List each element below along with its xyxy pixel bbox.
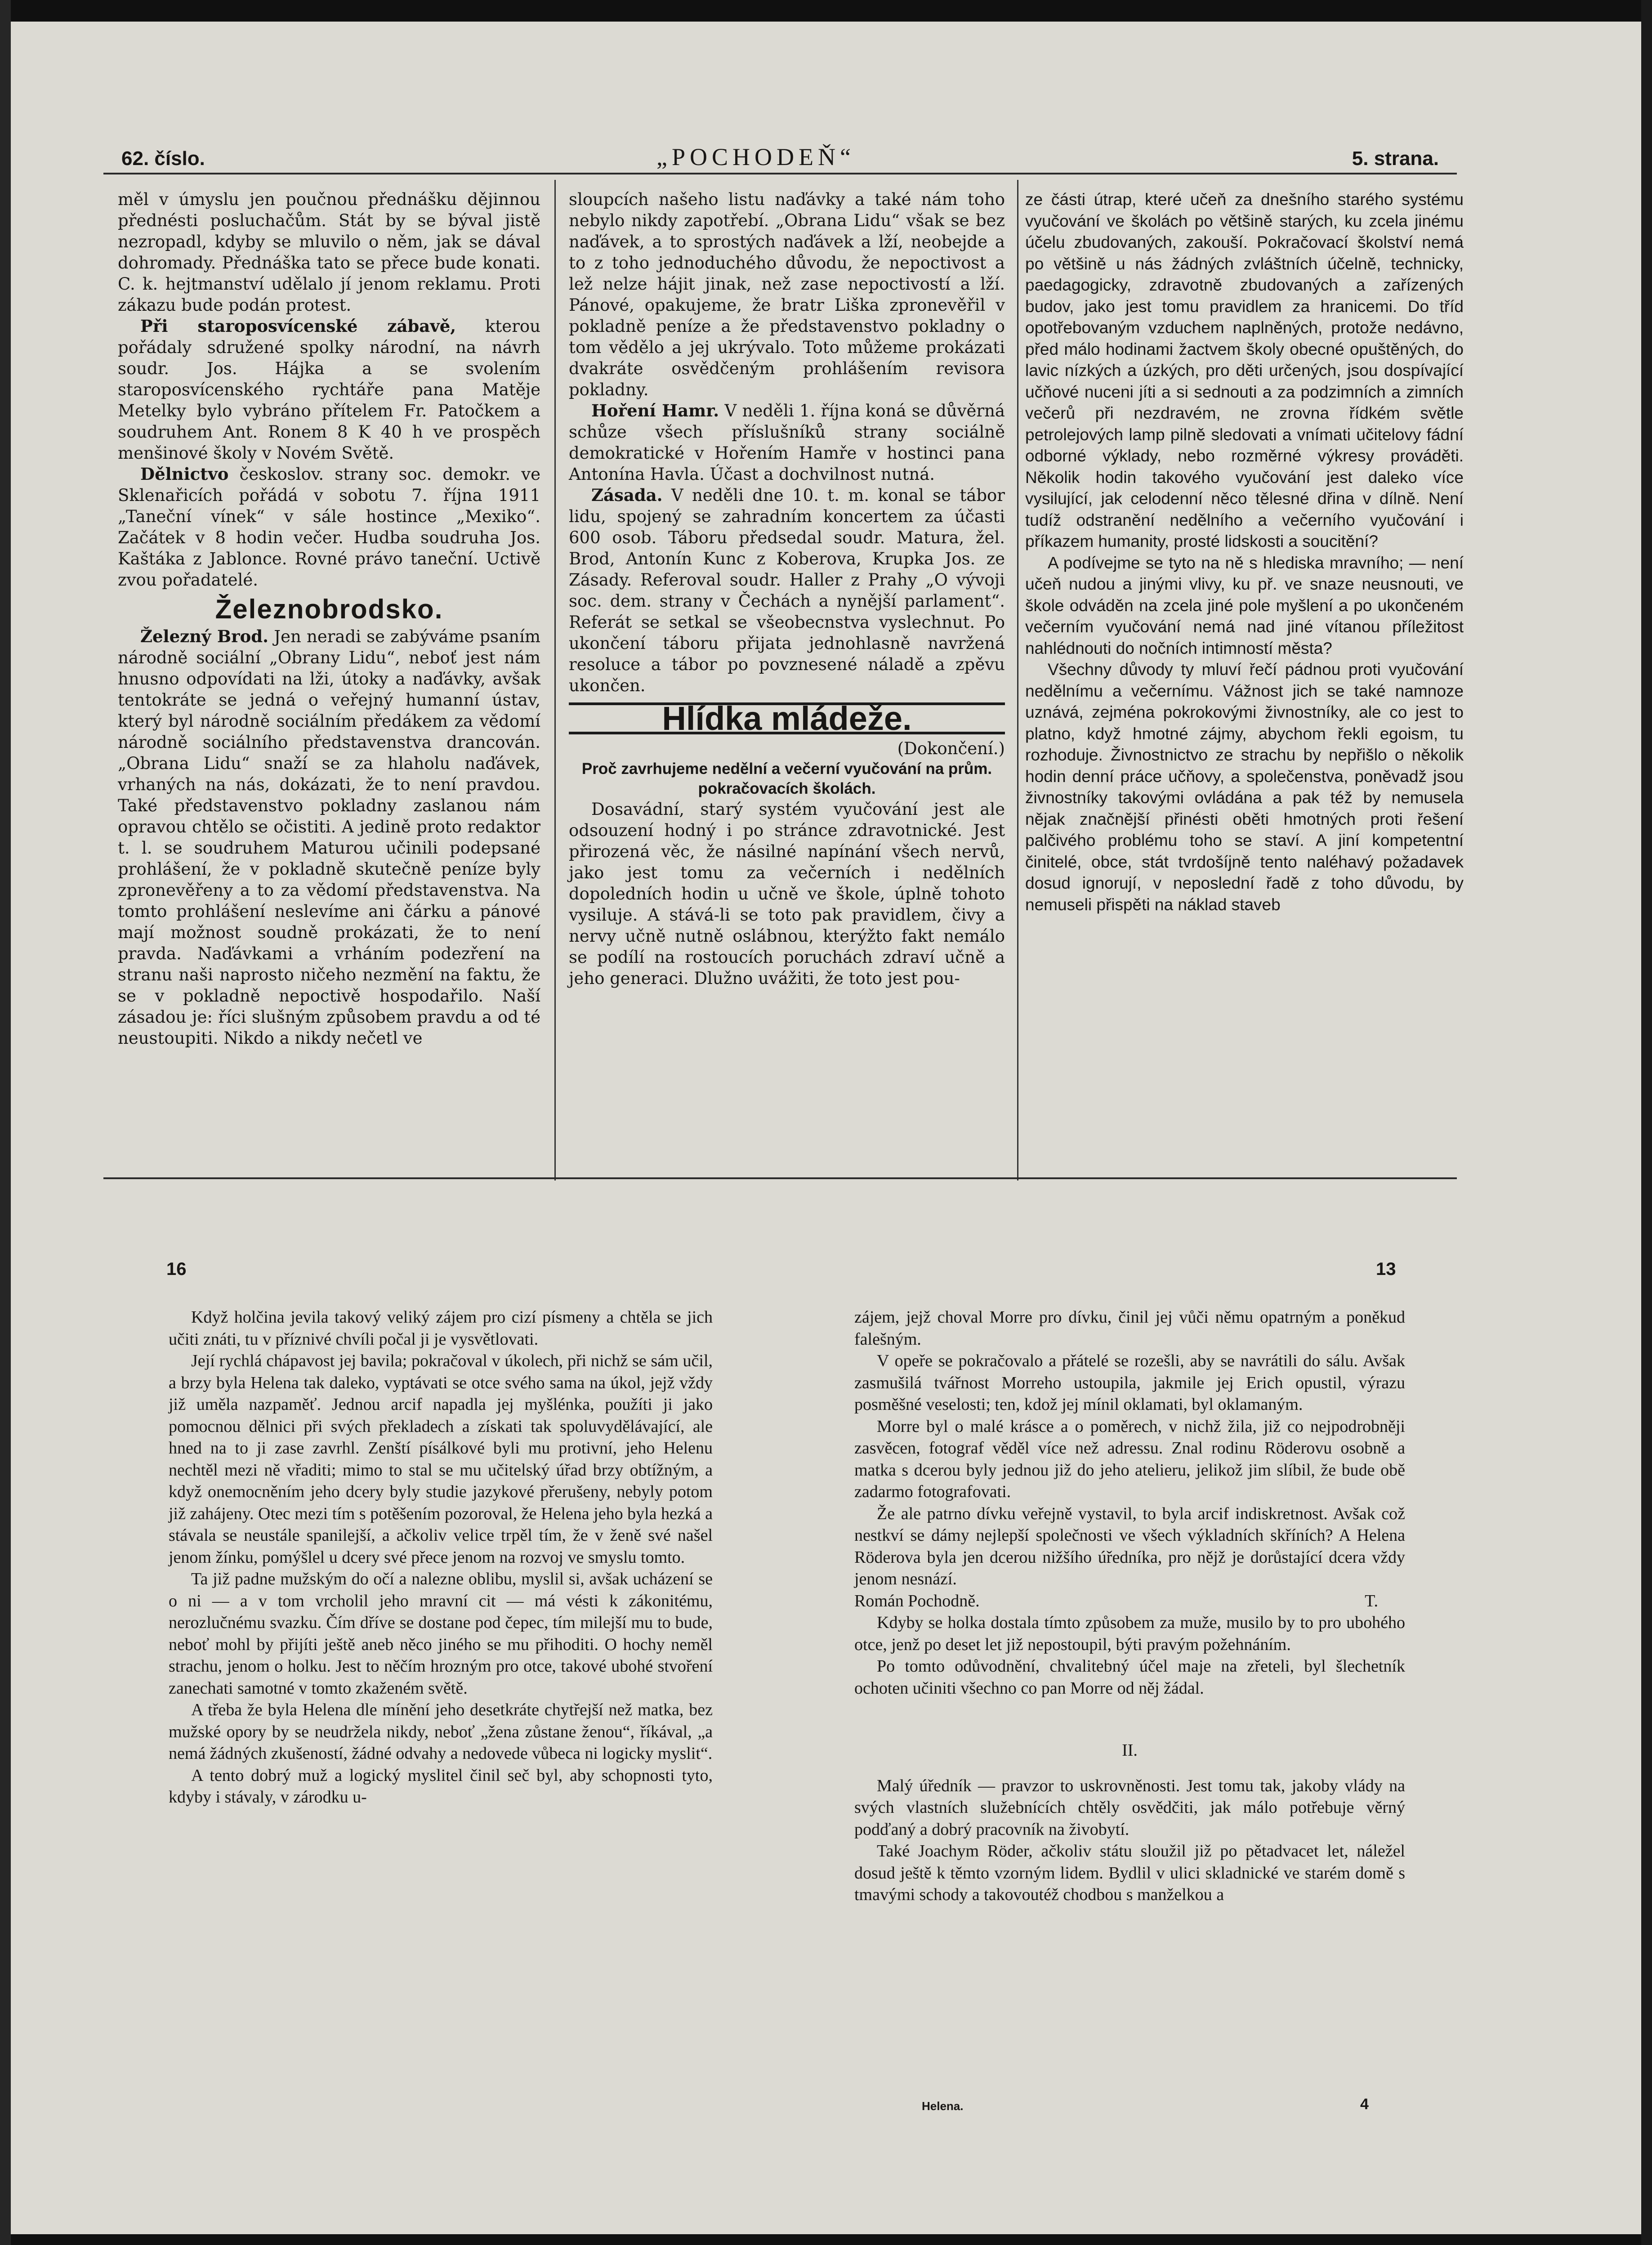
feuilleton-signature xyxy=(854,1590,1405,1612)
paragraph: ze části útrap, které učeň za dnešního starého systému vyučování ve školách po většině starých, ku zcela jinému účelu zbudovaných, zakouší. Pokračovací školství nemá po většině u nás žádných zvláštních účelně, technicky, paedagogicky, zdravotně zbudovaných a zařízených budov, jako jest tomu pravidlem za hranicemi. Do tříd opotřebovaným vzduchem naplněných, protože nedávno, před málo hodinami žactvem školy obecné opuštěných, do lavic nízkých a úzkých, pro děti určených, jsou dospívající učňové nuceni jíti a si sednouti a za podzimních a zimních večerů při nezdravém, ne zrovna řídkém světle petrolejových lamp pilně sledovati a vnímati učitelovy fádní odborné výklady, nebo rozměrné výkresy prováděti. Několik hodin takového vyučování jest daleko více vysilující, jak celodenní něco tělesné dřina v dílně. Není tudíž odstranění nedělního a večerního vyučování i příkazem humanity, prosté lidskosti a soucitění? xyxy=(1025,190,1464,550)
paragraph: Také Joachym Röder, ačkoliv státu sloužil již po pětadvacet let, náležel dosud ještě k těmto vzorným lidem. Bydlil v ulici skladnické ve starém domě s tmavými schody a takovoutéž chodbou s manželkou a xyxy=(854,1842,1405,1904)
lead-in: Při staroposvícenské zábavě, xyxy=(140,316,456,336)
paragraph: Dělnictvo českoslov. strany soc. demokr. ve Sklenařicích pořádá v sobotu 7. října 1911 „Taneční vínek“ v sále hostince „Mexiko“. Začátek v 8 hodin večer. Hudba soudruha Jos. Kaštáka z Jablonce. Rovné právo taneční. Uctivě zvou pořadatelé. xyxy=(118,464,540,590)
column-2 xyxy=(569,189,1005,989)
paragraph: Morre byl o malé krásce a o poměrech, v nichž žila, již co nejpodrobněji zasvěcen, fotograf věděl více než adressu. Znal rodinu Röderovu osobně a matka s dcerou byly jednou již do jeho atelieru, jelikož jim slíbil, že bude obě zadarmo fotografovati. xyxy=(854,1417,1405,1501)
paragraph: Kdyby se holka dostala tímto způsobem za muže, musilo by to pro ubohého otce, jenž po deset let již nepostoupil, býti pravým požehnáním. xyxy=(854,1613,1405,1654)
page-edge-left xyxy=(0,0,11,2245)
feuilleton-footer-title: Helena. xyxy=(922,2099,964,2113)
feuilleton-footer-number: 4 xyxy=(1360,2096,1369,2113)
column-3 xyxy=(1025,189,1464,915)
column-separator xyxy=(554,180,556,1181)
paragraph: Železný Brod. Jen neradi se zabýváme psaním národně sociální „Obrany Lidu“, neboť jest nám hnusno odpovídati na lži, útoky a naďávky, avšak tentokráte se jedná o veřejný humanní ústav, který byl národně sociálním předákem za vědomí národně sociálního představenstva drancován. „Obrana Lidu“ snaží se za hlaholu naďávek, vrhaných na nás, dokázati, že to není pravdou. Také představenstvo pokladny zaslanou nám opravou chtělo se očistiti. A jedině proto redaktor t. l. se soudruhem Maturou učinili podepsané prohlášení, že v pokladně skutečně peníze byly zpronevěřeny a to za vědomí představenstva. Na tomto prohlášení neslevíme ani čárku a pánové mají možnost soudně prokázati, že to není pravda. Naďávkami a vrháním podezření na stranu naši naprosto ničeho nezmění na faktu, že se v pokladně nepoctivě hospodařilo. Naší zásadou je: říci slušným způsobem pravdu a od té neustoupiti. Nikdo a nikdy nečetl ve xyxy=(118,626,540,1048)
section-heading: Železnobrodsko. xyxy=(215,594,443,624)
paragraph: Po tomto odůvodnění, chvalitebný účel maje na zřeteli, byl šlechetník ochoten učiniti všechno co pan Morre od něj žádal. xyxy=(854,1657,1405,1698)
paragraph: A podívejme se tyto na ně s hlediska mravního; — není učeň nudou a jinými vlivy, ku př. ve snaze neusnouti, ve škole odváděn na zcela jiné pole myšlení a po ukončeném večerním vyučování nemá nad jiné vítanou příležitost nahlédnouti do nočních intimností města? xyxy=(1025,553,1464,657)
paragraph: A tento dobrý muž a logický myslitel činil seč byl, aby schopnosti tyto, kdyby i stávaly, v zárodku u- xyxy=(169,1766,713,1807)
paragraph: Její rychlá chápavost jej bavila; pokračoval v úkolech, při nichž se sám učil, a brzy byla Helena tak daleko, vyptávati se otce svého sama na úkol, jejž vždy již uměla nazpaměť. Jednou arcif napadla jej myšlénka, použíti ji jako pomocnou dělnici při svých překladech a získati tak spoluvydělávající, ale hned na to ji zase zavrhl. Zenští písálkové byli mu protivní, jeho Helenu nechtěl mezi ně vřaditi; mimo to stal se mu učitelský úřad brzy obtížným, a když onemocněním jeho dcery byly studie jazykové přerušeny, nebyly potom již zahájeny. Otec mezi tím s potěšením pozoroval, že Helena jeho byla hezká a stávala se neustále spanilejší, a ačkoliv velice trpěl tím, že v ženě své našel jenom žínku, pomýšlel u dcery své přece jenom na rozvoj ve smyslu tomto. xyxy=(169,1351,713,1567)
paragraph: sloupcích našeho listu naďávky a také nám toho nebylo nikdy zapotřebí. „Obrana Lidu“ však se bez naďávek, a to sprostých naďávek a lží, neobejde a to z toho jednoduchého důvodu, že nepoctivost a lež nelze hájit jinak, než zase nepoctivostí a lží. Pánové, opakujeme, že bratr Liška zpronevěřil v pokladně peníze a že představenstvo pokladny o tom vědělo a jej ukrývalo. Toto můžeme prokázati dvakráte osvědčeným prohlášením revisora pokladny. xyxy=(569,190,1005,399)
paragraph: Hoření Hamr. V neděli 1. října koná se důvěrná schůze všech příslušníků strany sociálně demokratické v Hořením Hamře v hostinci pana Antonína Havla. Účast a dochvilnost nutná. xyxy=(569,401,1005,484)
feuilleton-right-column xyxy=(854,1306,1405,1906)
page-edge-right xyxy=(1641,0,1652,2245)
chapter-heading: II. xyxy=(1122,1741,1138,1760)
paragraph: A třeba že byla Helena dle mínění jeho desetkráte chytřejší než matka, bez mužské opory by se neudržela nikdy, neboť „žena zůstane ženou“, říkával, „a nemá žádných zkušeností, žádné odvahy a nedovede vůbeca ni logicky myslit“. xyxy=(169,1700,713,1763)
paragraph: měl v úmyslu jen poučnou přednášku dějinnou přednésti posluchačům. Stát by se býval jistě nezropadl, kdyby se mluvilo o něm, jak se dával dohromady. Přednáška tato se přece bude konati. C. k. hejtmanství udělalo jí jenom reklamu. Proti zákazu bude podán protest. xyxy=(118,190,540,315)
issue-number: 62. číslo. xyxy=(121,148,205,170)
column-separator xyxy=(1017,180,1018,1181)
lead-in: Hoření Hamr. xyxy=(591,401,719,420)
paragraph: Že ale patrno dívku veřejně vystavil, to byla arcif indiskretnost. Avšak což nestkví se dámy nejlepší společnosti ve všech výkladních skříních? A Helena Röderova byla jen dcerou nižšího úředníka, pro nějž je dorůstající dcera vždy jenom nesnází. xyxy=(854,1504,1405,1588)
page-header xyxy=(103,143,1457,174)
article-subheading: Proč zavrhujeme nedělní a večerní vyučování na prům. pokračovacích školách. xyxy=(581,760,992,797)
spacer xyxy=(854,1762,1405,1775)
paragraph: Při staroposvícenské zábavě, kterou pořádaly sdružené spolky národní, na návrh soudr. Jos. Hájka a se svolením staroposvícenského rychtáře pana Matěje Metelky bylo vybráno přítelem Fr. Patočkem a soudruhem Ant. Ronem 8 K 40 h ve prospěch menšinové školy v Novém Světě. xyxy=(118,316,540,463)
feuilleton-source: Román Pochodně. xyxy=(854,1591,980,1610)
feuilleton-page-number-left: 16 xyxy=(166,1259,187,1279)
paragraph: Všechny důvody ty mluví řečí pádnou proti vyučování nedělnímu a večernímu. Vážnost jich se také namnoze uznává, zejména pokrokovými živnostníky, ale co jest to platno, když hmotné zájmy, abychom řekli egoism, tu rozhoduje. Živnostnictvo ze strachu by nepřišlo o několik hodin denní práce učňovy, a společenstva, poněvadž jsou živnostníky takovými ovládána a pak též by nemusela nějak značnější přinésti oběti hmotných proti řešení palčivého problému toho se staví. A jiní kompetentní činitelé, obce, stát tvrdošíjně tento naléhavý požadavek dosud ignorují, v neposlední řadě z toho důvodu, by nemuseli přispěti na náklad staveb xyxy=(1025,660,1464,914)
footer-rule xyxy=(103,1177,1457,1179)
header-rule xyxy=(103,173,1457,174)
page-number: 5. strana. xyxy=(1352,148,1439,170)
paragraph: Malý úředník — pravzor to uskrovněnosti. Jest tomu tak, jakoby vlády na svých vlastních služebnících chtěly osvědčiti, jak málo potřebuje věrný podďaný a dobrý pracovník na živobytí. xyxy=(854,1776,1405,1839)
feuilleton-page-number-right: 13 xyxy=(1376,1259,1396,1279)
paragraph: Dosavádní, starý systém vyučování jest ale odsouzení hodný i po stránce zdravotnické. Jest přirozená věc, že násilné napínání všech nervů, jako jest tomu za večerních i nedělních dopoledních hodin u učně ve škole, úplně tohoto vysiluje. A stává-li se toto pak pravidlem, čivy a nervy učně nutně oslábnou, kterýžto fakt nemálo se podílí na rostoucích poruchách zdraví učně a jeho generaci. Dlužno uvážiti, že toto jest pou- xyxy=(569,800,1005,988)
paragraph: Když holčina jevila takový veliký zájem pro cizí písmeny a chtěla se jich učiti znáti, tu v příznivé chvíli počal ji je vysvětlovati. xyxy=(169,1308,713,1349)
spacer xyxy=(854,1699,1405,1740)
lead-in: Železný Brod. xyxy=(140,626,269,646)
feuilleton-left-column xyxy=(169,1306,713,1808)
author-initial: T. xyxy=(1365,1591,1378,1610)
column-1 xyxy=(118,189,540,1049)
newspaper-title: „POCHODEŇ“ xyxy=(656,143,855,170)
paragraph: Zásada. V neděli dne 10. t. m. konal se tábor lidu, spojený se zahradním koncertem za účasti 600 osob. Táboru předsedal soudr. Matura, žel. Brod, Antonín Kunc z Koberova, Krupka Jos. ze Zásady. Referoval soudr. Haller z Prahy „O vývoji soc. dem. strany v Čechách a nynější parlament“. Referát se setkal se všeobecnstva vyslechnut. Po ukončení táboru přijata jednohlasně navržená resoluce a tábor po povznesené náladě a zpěvu ukončen. xyxy=(569,485,1005,695)
paragraph: zájem, jejž choval Morre pro dívku, činil jej vůči němu opatrným a poněkud falešným. xyxy=(854,1308,1405,1349)
paragraph: Ta již padne mužským do očí a nalezne oblibu, myslil si, avšak ucházení se o ni — a v tom vrcholil jeho mravní cit — má vésti k zákonitému, nerozlučnému svazku. Čím dříve se dostane pod čepec, tím milejší mu to bude, neboť mohl by přijíti ještě aneb něco jiného se mu přihoditi. O hochy neměl strachu, jenom o holku. Jest to něčím hrozným pro otce, takové ubohé stvoření zanechati samotné v tomto zkaženém světě. xyxy=(169,1570,713,1698)
continuation-note: (Dokončení.) xyxy=(897,739,1005,758)
lead-in: Zásada. xyxy=(591,485,663,505)
section-banner: Hlídka mládeže. xyxy=(569,702,1005,734)
paragraph: V opeře se pokračovalo a přátelé se rozešli, aby se navrátili do sálu. Avšak zasmušilá tvářnost Morreho ustoupila, jakmile jej Erich opustil, výrazu posměšné veselosti; ten, kdož jej mínil oklamati, byl oklamaným. xyxy=(854,1351,1405,1414)
lead-in: Dělnictvo xyxy=(140,464,229,484)
